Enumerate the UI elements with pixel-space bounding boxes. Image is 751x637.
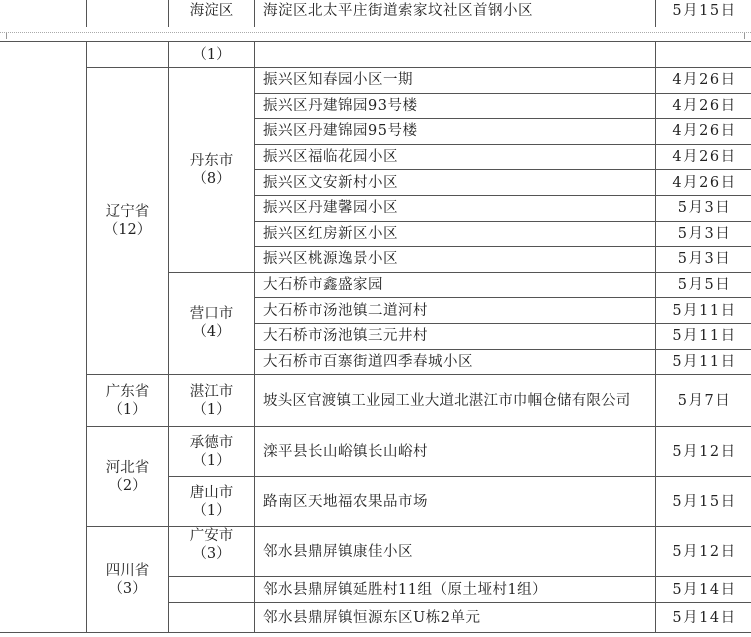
address-cell: 振兴区丹建锦园95号楼 bbox=[255, 119, 656, 145]
city-count: （1） bbox=[192, 401, 231, 418]
city-cell-zhanjiang bbox=[169, 375, 255, 427]
city-name: 丹东市 bbox=[189, 152, 234, 169]
city-cell-dandong bbox=[169, 68, 255, 273]
top-fragment-table bbox=[0, 0, 751, 28]
page-corner-mark bbox=[6, 33, 7, 39]
date-cell: 4月26日 bbox=[656, 68, 751, 94]
date-cell: 4月26日 bbox=[656, 170, 751, 196]
blank-cell bbox=[169, 603, 255, 633]
date-cell: 5月15日 bbox=[656, 477, 751, 527]
city-count-cell: （1） bbox=[169, 42, 255, 68]
address-cell: 振兴区丹建馨园小区 bbox=[255, 195, 656, 221]
city-count: （1） bbox=[192, 452, 231, 469]
date-cell: 5月12日 bbox=[656, 427, 751, 477]
province-name: 辽宁省 bbox=[105, 204, 150, 221]
province-count: （1） bbox=[108, 401, 147, 418]
address-cell: 路南区天地福农果品市场 bbox=[255, 477, 656, 527]
address-cell: 坡头区官渡镇工业园工业大道北湛江市巾帼仓储有限公司 bbox=[255, 375, 656, 427]
page-break bbox=[0, 27, 751, 39]
blank-cell bbox=[0, 0, 87, 28]
address-cell: 海淀区北太平庄街道索家坟社区首钢小区 bbox=[255, 0, 656, 28]
address-cell: 振兴区文安新村小区 bbox=[255, 170, 656, 196]
date-cell: 5月3日 bbox=[656, 221, 751, 247]
city-cell-chengde bbox=[169, 427, 255, 477]
page-corner-mark bbox=[744, 33, 745, 39]
city-count: （1） bbox=[192, 502, 231, 519]
province-count: （12） bbox=[103, 222, 152, 239]
province-cell-hebei bbox=[87, 427, 169, 527]
address-cell: 大石桥市汤池镇三元井村 bbox=[255, 323, 656, 349]
date-cell: 5月14日 bbox=[656, 577, 751, 603]
address-cell: 振兴区知春园小区一期 bbox=[255, 68, 656, 94]
address-cell: 振兴区桃源逸景小区 bbox=[255, 247, 656, 273]
date-cell: 5月11日 bbox=[656, 323, 751, 349]
date-cell: 4月26日 bbox=[656, 144, 751, 170]
blank-cell bbox=[255, 42, 656, 68]
address-cell: 大石桥市汤池镇二道河村 bbox=[255, 298, 656, 324]
city-name: 唐山市 bbox=[189, 484, 234, 501]
date-cell: 5月11日 bbox=[656, 298, 751, 324]
date-cell: 4月26日 bbox=[656, 119, 751, 145]
address-cell: 振兴区红房新区小区 bbox=[255, 221, 656, 247]
province-name: 广东省 bbox=[105, 383, 150, 400]
city-cell-yingkou bbox=[169, 272, 255, 374]
blank-cell bbox=[656, 42, 751, 68]
province-name: 河北省 bbox=[105, 459, 150, 476]
province-count: （2） bbox=[108, 477, 147, 494]
address-cell: 邻水县鼎屏镇延胜村11组（原土垭村1组） bbox=[255, 577, 656, 603]
date-cell: 5月3日 bbox=[656, 247, 751, 273]
province-cell-guangdong bbox=[87, 375, 169, 427]
city-count: （4） bbox=[192, 324, 231, 341]
address-cell: 大石桥市百寨街道四季春城小区 bbox=[255, 349, 656, 375]
province-name: 四川省 bbox=[105, 562, 150, 579]
province-cell-liaoning bbox=[87, 68, 169, 375]
province-count: （3） bbox=[108, 580, 147, 597]
city-cell-guangan bbox=[169, 527, 255, 577]
date-cell: 4月26日 bbox=[656, 93, 751, 119]
city-count: （3） bbox=[192, 546, 231, 563]
city-cell: 海淀区 bbox=[169, 0, 255, 28]
city-name: 营口市 bbox=[189, 306, 234, 323]
city-name: 承德市 bbox=[189, 434, 234, 451]
date-cell: 5月11日 bbox=[656, 349, 751, 375]
address-cell: 振兴区福临花园小区 bbox=[255, 144, 656, 170]
date-cell: 5月12日 bbox=[656, 527, 751, 577]
province-cell-sichuan bbox=[87, 527, 169, 633]
address-cell: 邻水县鼎屏镇恒源东区U栋2单元 bbox=[255, 603, 656, 633]
city-count: （8） bbox=[192, 170, 231, 187]
blank-cell bbox=[87, 42, 169, 68]
blank-cell bbox=[169, 577, 255, 603]
main-table bbox=[0, 41, 751, 633]
page-break-line bbox=[0, 32, 751, 33]
address-cell: 滦平县长山峪镇长山峪村 bbox=[255, 427, 656, 477]
date-cell: 5月3日 bbox=[656, 195, 751, 221]
address-cell: 大石桥市鑫盛家园 bbox=[255, 272, 656, 298]
blank-cell bbox=[87, 0, 169, 28]
city-name: 广安市 bbox=[189, 528, 234, 545]
address-cell: 振兴区丹建锦园93号楼 bbox=[255, 93, 656, 119]
outer-blank-column bbox=[0, 42, 87, 633]
address-cell: 邻水县鼎屏镇康佳小区 bbox=[255, 527, 656, 577]
date-cell: 5月15日 bbox=[656, 0, 751, 28]
date-cell: 5月14日 bbox=[656, 603, 751, 633]
date-cell: 5月5日 bbox=[656, 272, 751, 298]
city-name: 湛江市 bbox=[189, 383, 234, 400]
city-cell-tangshan bbox=[169, 477, 255, 527]
date-cell: 5月7日 bbox=[656, 375, 751, 427]
